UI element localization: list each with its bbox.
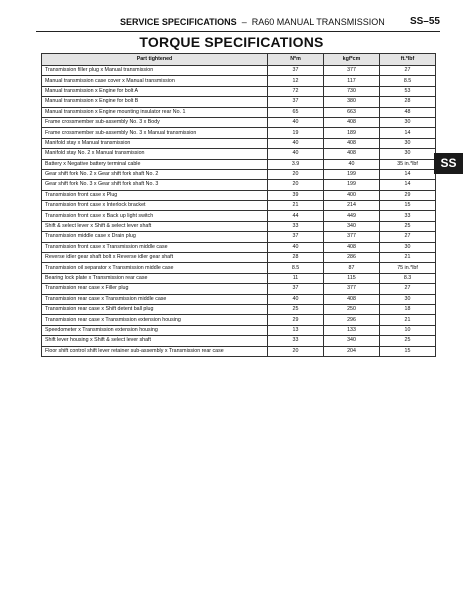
table-row <box>42 315 436 325</box>
cell-ftlbf: 8.3 <box>380 273 436 283</box>
header-subtitle: RA60 MANUAL TRANSMISSION <box>251 17 385 27</box>
cell-nm: 40 <box>268 138 324 148</box>
cell-ftlbf: 15 <box>380 201 436 211</box>
cell-ftlbf: 28 <box>380 97 436 107</box>
cell-kgfcm: 408 <box>324 242 380 252</box>
cell-kgfcm: 449 <box>324 211 380 221</box>
cell-kgfcm: 199 <box>324 180 380 190</box>
column-header-kgfcm: kgf*cm <box>324 54 380 66</box>
cell-kgfcm: 189 <box>324 128 380 138</box>
table-row <box>42 263 436 273</box>
cell-part: Manual transmission x Engine mounting insulator rear No. 1 <box>42 107 268 117</box>
cell-ftlbf: 30 <box>380 149 436 159</box>
table-row <box>42 190 436 200</box>
table-row <box>42 76 436 86</box>
cell-nm: 3.9 <box>268 159 324 169</box>
cell-part: Transmission oil separator x Transmission middle case <box>42 263 268 273</box>
cell-kgfcm: 199 <box>324 169 380 179</box>
cell-part: Shift & select lever x Shift & select lever shaft <box>42 221 268 231</box>
cell-kgfcm: 408 <box>324 138 380 148</box>
cell-part: Manual transmission case cover x Manual transmission <box>42 76 268 86</box>
cell-kgfcm: 380 <box>324 97 380 107</box>
table-row <box>42 284 436 294</box>
table-row <box>42 304 436 314</box>
cell-part: Transmission front case x Transmission middle case <box>42 242 268 252</box>
cell-part: Shift lever housing x Shift & select lever shaft <box>42 336 268 346</box>
table-row <box>42 201 436 211</box>
cell-part: Floor shift control shift lever retainer sub-assembly x Transmission rear case <box>42 346 268 356</box>
cell-part: Transmission front case x Plug <box>42 190 268 200</box>
table-body <box>42 66 436 357</box>
cell-nm: 40 <box>268 294 324 304</box>
cell-kgfcm: 377 <box>324 66 380 76</box>
cell-nm: 25 <box>268 304 324 314</box>
section-tab: SS <box>434 153 463 174</box>
table-row <box>42 325 436 335</box>
cell-nm: 40 <box>268 117 324 127</box>
table-row <box>42 253 436 263</box>
cell-part: Manual transmission x Engine for bolt A <box>42 86 268 96</box>
table-row <box>42 66 436 76</box>
cell-part: Battery x Negative battery terminal cable <box>42 159 268 169</box>
column-header-part: Part tightened <box>42 54 268 66</box>
cell-nm: 11 <box>268 273 324 283</box>
cell-nm: 44 <box>268 211 324 221</box>
cell-kgfcm: 115 <box>324 273 380 283</box>
cell-ftlbf: 10 <box>380 325 436 335</box>
cell-part: Frame crossmember sub-assembly No. 3 x Manual transmission <box>42 128 268 138</box>
cell-kgfcm: 377 <box>324 284 380 294</box>
table-row <box>42 149 436 159</box>
cell-nm: 33 <box>268 221 324 231</box>
table-row <box>42 211 436 221</box>
cell-kgfcm: 663 <box>324 107 380 117</box>
table-row <box>42 86 436 96</box>
cell-ftlbf: 21 <box>380 253 436 263</box>
table-row <box>42 180 436 190</box>
table-row <box>42 273 436 283</box>
table-row <box>42 128 436 138</box>
cell-nm: 13 <box>268 325 324 335</box>
cell-part: Manual transmission x Engine for bolt B <box>42 97 268 107</box>
header-title <box>120 17 385 27</box>
cell-kgfcm: 400 <box>324 190 380 200</box>
table-row <box>42 169 436 179</box>
cell-nm: 39 <box>268 190 324 200</box>
cell-ftlbf: 30 <box>380 294 436 304</box>
cell-kgfcm: 286 <box>324 253 380 263</box>
torque-spec-table <box>41 53 436 357</box>
cell-nm: 72 <box>268 86 324 96</box>
cell-part: Speedometer x Transmission extension housing <box>42 325 268 335</box>
cell-nm: 29 <box>268 315 324 325</box>
table-row <box>42 294 436 304</box>
cell-ftlbf: 29 <box>380 190 436 200</box>
table-row <box>42 242 436 252</box>
cell-part: Transmission rear case x Transmission middle case <box>42 294 268 304</box>
cell-kgfcm: 117 <box>324 76 380 86</box>
cell-part: Reverse idler gear shaft bolt x Reverse idler gear shaft <box>42 253 268 263</box>
cell-nm: 37 <box>268 232 324 242</box>
cell-part: Gear shift fork No. 2 x Gear shift fork shaft No. 2 <box>42 169 268 179</box>
table-row <box>42 346 436 356</box>
table-row <box>42 336 436 346</box>
cell-nm: 12 <box>268 76 324 86</box>
cell-part: Transmission front case x Interlock bracket <box>42 201 268 211</box>
cell-nm: 37 <box>268 97 324 107</box>
cell-kgfcm: 377 <box>324 232 380 242</box>
column-header-ftlbf: ft.*lbf <box>380 54 436 66</box>
table-row <box>42 232 436 242</box>
cell-kgfcm: 296 <box>324 315 380 325</box>
cell-ftlbf: 21 <box>380 315 436 325</box>
cell-part: Transmission rear case x Filler plug <box>42 284 268 294</box>
cell-kgfcm: 408 <box>324 294 380 304</box>
table-row <box>42 97 436 107</box>
table-row <box>42 107 436 117</box>
cell-nm: 40 <box>268 242 324 252</box>
cell-ftlbf: 25 <box>380 221 436 231</box>
column-header-nm: N*m <box>268 54 324 66</box>
cell-part: Manifold stay No. 2 x Manual transmission <box>42 149 268 159</box>
cell-part: Frame crossmember sub-assembly No. 3 x Body <box>42 117 268 127</box>
cell-kgfcm: 204 <box>324 346 380 356</box>
cell-nm: 21 <box>268 201 324 211</box>
cell-ftlbf: 8.5 <box>380 76 436 86</box>
cell-nm: 65 <box>268 107 324 117</box>
header-section: SERVICE SPECIFICATIONS <box>120 17 237 27</box>
cell-nm: 8.5 <box>268 263 324 273</box>
cell-ftlbf: 14 <box>380 128 436 138</box>
cell-ftlbf: 25 <box>380 336 436 346</box>
cell-ftlbf: 15 <box>380 346 436 356</box>
cell-ftlbf: 75 in.*lbf <box>380 263 436 273</box>
cell-ftlbf: 30 <box>380 117 436 127</box>
header-rule <box>36 31 440 32</box>
table-row <box>42 221 436 231</box>
document-title: TORQUE SPECIFICATIONS <box>139 34 324 50</box>
page-header <box>36 10 440 34</box>
cell-part: Gear shift fork No. 3 x Gear shift fork shaft No. 3 <box>42 180 268 190</box>
cell-kgfcm: 408 <box>324 149 380 159</box>
cell-ftlbf: 33 <box>380 211 436 221</box>
table-row <box>42 117 436 127</box>
page-number: SS–55 <box>409 16 440 27</box>
cell-kgfcm: 408 <box>324 117 380 127</box>
cell-kgfcm: 40 <box>324 159 380 169</box>
cell-kgfcm: 730 <box>324 86 380 96</box>
cell-ftlbf: 27 <box>380 66 436 76</box>
cell-ftlbf: 18 <box>380 304 436 314</box>
table-row <box>42 138 436 148</box>
cell-part: Transmission rear case x Transmission extension housing <box>42 315 268 325</box>
cell-nm: 20 <box>268 346 324 356</box>
cell-part: Transmission filler plug x Manual transmission <box>42 66 268 76</box>
cell-part: Transmission rear case x Shift detent ball plug <box>42 304 268 314</box>
cell-nm: 28 <box>268 253 324 263</box>
cell-nm: 37 <box>268 66 324 76</box>
cell-nm: 33 <box>268 336 324 346</box>
cell-part: Manifold stay x Manual transmission <box>42 138 268 148</box>
cell-kgfcm: 340 <box>324 221 380 231</box>
cell-kgfcm: 340 <box>324 336 380 346</box>
cell-ftlbf: 14 <box>380 169 436 179</box>
table-row <box>42 159 436 169</box>
cell-nm: 40 <box>268 149 324 159</box>
cell-kgfcm: 133 <box>324 325 380 335</box>
cell-ftlbf: 27 <box>380 284 436 294</box>
cell-ftlbf: 53 <box>380 86 436 96</box>
cell-ftlbf: 30 <box>380 138 436 148</box>
cell-part: Transmission middle case x Drain plug <box>42 232 268 242</box>
cell-nm: 19 <box>268 128 324 138</box>
cell-ftlbf: 27 <box>380 232 436 242</box>
table-header-row <box>42 54 436 66</box>
cell-part: Bearing lock plate x Transmission rear case <box>42 273 268 283</box>
header-separator: – <box>241 17 247 27</box>
cell-ftlbf: 48 <box>380 107 436 117</box>
cell-kgfcm: 250 <box>324 304 380 314</box>
cell-nm: 20 <box>268 180 324 190</box>
cell-part: Transmission front case x Back up light switch <box>42 211 268 221</box>
cell-ftlbf: 30 <box>380 242 436 252</box>
cell-nm: 37 <box>268 284 324 294</box>
cell-nm: 20 <box>268 169 324 179</box>
cell-kgfcm: 87 <box>324 263 380 273</box>
cell-ftlbf: 14 <box>380 180 436 190</box>
cell-ftlbf: 35 in.*lbf <box>380 159 436 169</box>
cell-kgfcm: 214 <box>324 201 380 211</box>
